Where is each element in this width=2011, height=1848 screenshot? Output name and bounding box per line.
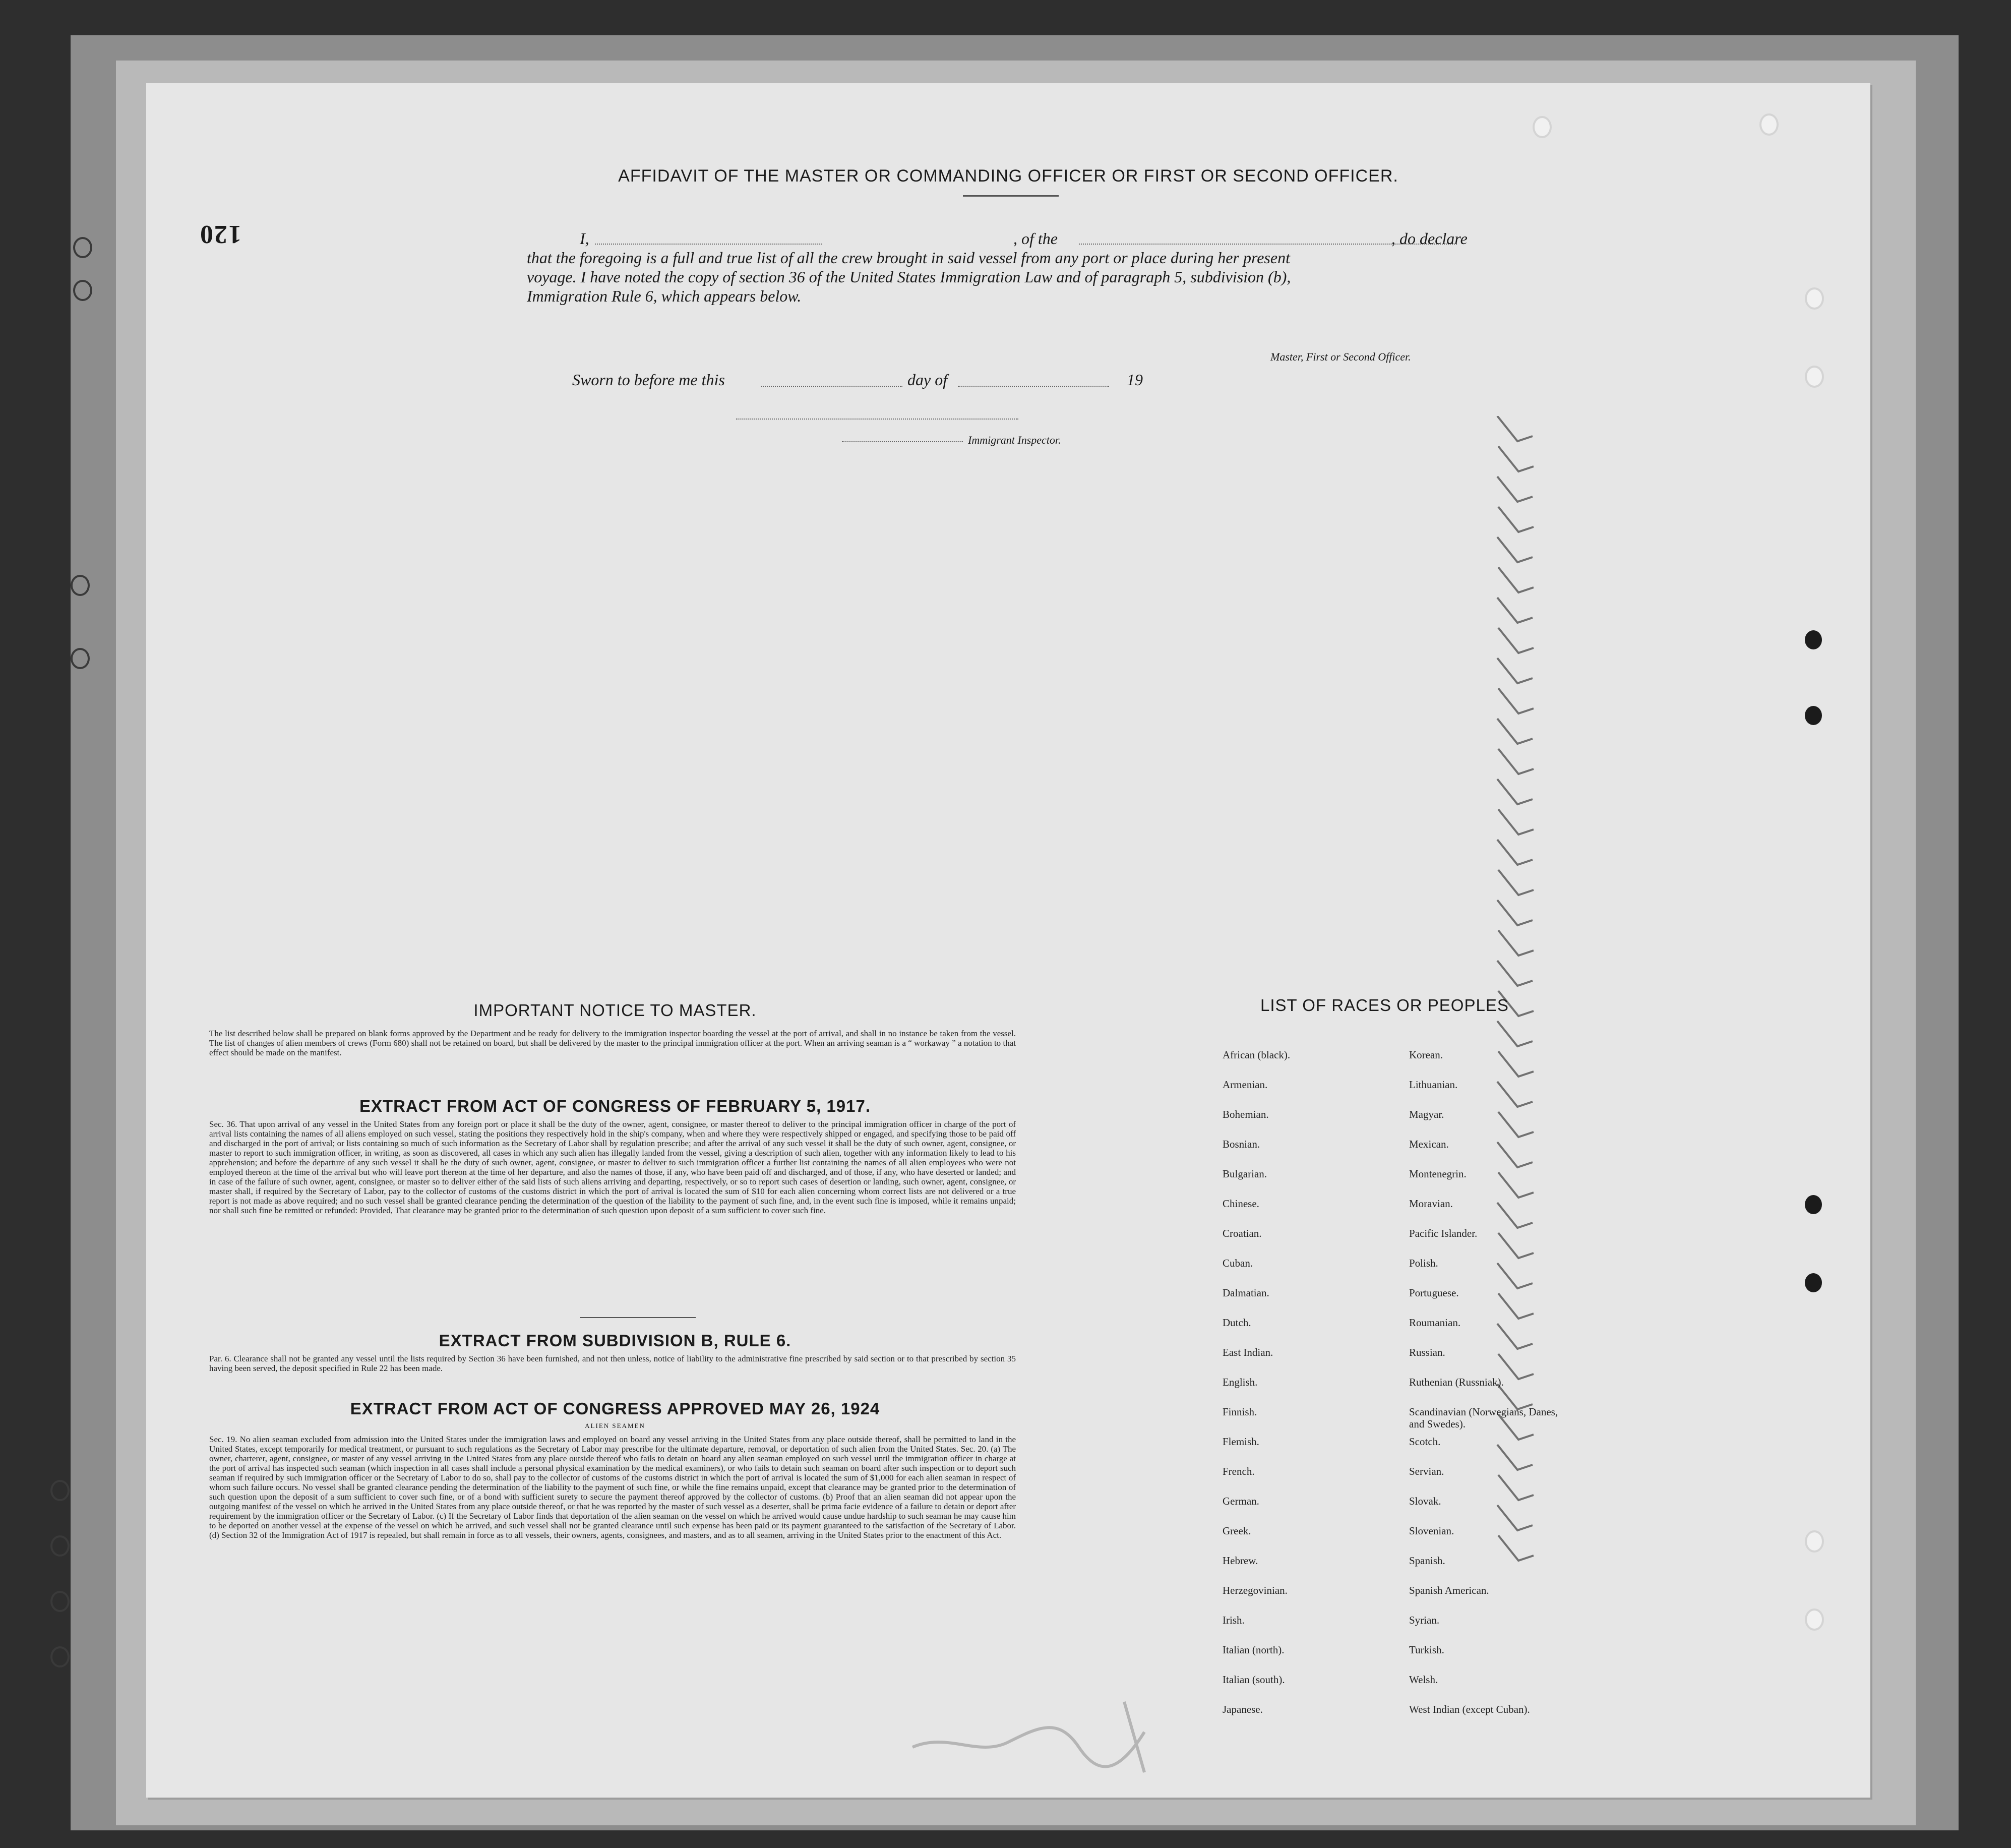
race-right-item: Mexican.: [1409, 1138, 1449, 1150]
race-right-item: Welsh.: [1409, 1674, 1438, 1686]
master-name-blank[interactable]: [595, 244, 822, 245]
extract-1917-title: EXTRACT FROM ACT OF CONGRESS OF FEBRUARY 5, 1917.: [359, 1097, 871, 1115]
race-right-item: West Indian (except Cuban).: [1409, 1703, 1530, 1715]
race-right-item: Portuguese.: [1409, 1287, 1459, 1299]
faint-signature: [907, 1672, 1170, 1782]
race-right-item: Moravian.: [1409, 1198, 1453, 1210]
race-right-item: Magyar.: [1409, 1108, 1444, 1120]
race-right-item: Spanish.: [1409, 1555, 1445, 1567]
race-left-item: Flemish.: [1223, 1436, 1259, 1448]
inspector-caption: Immigrant Inspector.: [968, 434, 1061, 446]
affidavit-of-the: , of the: [1013, 229, 1058, 248]
race-left-item: German.: [1223, 1495, 1259, 1507]
race-right-item: Roumanian.: [1409, 1317, 1461, 1329]
inspector-name-blank[interactable]: [842, 441, 963, 442]
affidavit-line-4: Immigration Rule 6, which appears below.: [527, 287, 802, 305]
punch-hole: [1805, 630, 1822, 649]
race-right-item: Russian.: [1409, 1346, 1445, 1358]
race-right-item: Montenegrin.: [1409, 1168, 1467, 1180]
notice-body: The list described below shall be prepared on blank forms approved by the Department and be ready for delivery to the immigration inspector boarding the vessel at the port of arrival, and shall in no instance be taken from the vessel. The list of changes of alien members of crews (Form 680) shall not be retained on board, but shall be delivered by the master to the principal immigration officer at the port. When an arriving seaman is a “ workaway ” a notation to that effect should be made on the manifest.: [209, 1029, 1016, 1057]
race-left-item: Croatian.: [1223, 1227, 1262, 1239]
race-right-item: Syrian.: [1409, 1614, 1440, 1626]
extract-1924-body: Sec. 19. No alien seaman excluded from admission into the United States under the immigration laws and employed on board any vessel arriving in the United States from any place outside thereof, shall be permitted to land in the United States, except temporarily for medical treatment, or pursuant to such regulations as the Secretary of Labor may prescribe for the ultimate departure, removal, or deportation of such alien from the United States. Sec. 20. (a) The owner, charterer, agent, consignee, or master of any vessel arriving in the United States from any place outside thereof who fails to detain on board any alien seaman employed on such vessel until the immigration officer in charge at the port of arrival has inspected such seaman (which inspection in all cases shall include a personal physical examination by the medical examiners), or who fails to detain such seaman on board after such inspection or to deport such seaman if required by such immigration officer or the Secretary of Labor to do so, shall pay to the collector of customs of the customs district in which the port of arrival is located the sum of $1,000 for each alien seaman in respect of whom such failure occurs. No vessel shall be granted clearance pending the determination of the liability to the payment of such fine, or while the fine remains unpaid, except that clearance may be granted prior to the determination of such question upon the deposit of a sum sufficient to cover such fine, or of a bond with sufficient surety to secure the payment thereof approved by the collector of customs. (b) Proof that an alien seaman did not appear upon the outgoing manifest of the vessel on which he arrived in the United States from any place outside thereof, or that he was reported by the master of such vessel as a deserter, shall be prima facie evidence of a failure to detain or deport after requirement by the immigration officer or the Secretary of Labor. (c) If the Secretary of Labor finds that deportation of the alien seaman on the vessel on which he arrived would cause undue hardship to such seaman he may cause him to be deported on another vessel at the expense of the vessel on which he arrived, and such vessel shall not be granted clearance until such expense has been paid or its payment guaranteed to the satisfaction of the Secretary of Labor. (d) Section 32 of the Immigration Act of 1917 is repealed, but shall remain in force as to all vessels, their owners, agents, consignees, and masters, and as to all seamen, arriving in the United States prior to the enactment of this Act.: [209, 1435, 1016, 1540]
race-right-item: Lithuanian.: [1409, 1079, 1458, 1091]
race-left-item: Japanese.: [1223, 1703, 1263, 1715]
page-number: 120: [199, 220, 241, 249]
punch-hole: [1805, 1608, 1824, 1631]
race-left-item: East Indian.: [1223, 1346, 1273, 1358]
notice-title: IMPORTANT NOTICE TO MASTER.: [473, 1001, 757, 1020]
extract-rule6-body: Par. 6. Clearance shall not be granted any vessel until the lists required by Section 36 have been furnished, and not then unless, notice of liability to the administrative fine prescribed by said section or to that prescribed by section 35 having been served, the deposit specified in Rule 22 has been made.: [209, 1354, 1016, 1373]
race-left-item: Chinese.: [1223, 1198, 1259, 1210]
form-page: [146, 83, 1870, 1798]
day-of-text: day of: [907, 371, 948, 389]
affidavit-title: AFFIDAVIT OF THE MASTER OR COMMANDING OFFICER OR FIRST OR SECOND OFFICER.: [618, 166, 1398, 186]
race-left-item: Dalmatian.: [1223, 1287, 1269, 1299]
punch-hole: [1805, 706, 1822, 725]
race-right-item: Spanish American.: [1409, 1584, 1489, 1596]
punch-hole: [1805, 1530, 1824, 1553]
race-left-item: Italian (south).: [1223, 1674, 1285, 1686]
binder-hole: [50, 1535, 70, 1557]
affidavit-line-2: that the foregoing is a full and true list of all the crew brought in said vessel from any port or place during her present: [527, 249, 1290, 267]
binder-hole: [50, 1591, 70, 1612]
race-left-item: Hebrew.: [1223, 1555, 1258, 1567]
sworn-day-blank[interactable]: [761, 386, 902, 387]
handwritten-check-marks: [1487, 416, 1558, 1727]
race-left-item: Greek.: [1223, 1525, 1251, 1537]
punch-hole: [1805, 1273, 1822, 1292]
race-left-item: Dutch.: [1223, 1317, 1251, 1329]
punch-hole: [1805, 1195, 1822, 1214]
divider: [963, 195, 1059, 197]
race-left-item: Bulgarian.: [1223, 1168, 1267, 1180]
race-right-item: Scandinavian (Norwegians, Danes, and Swedes).: [1409, 1406, 1558, 1430]
race-right-item: Scotch.: [1409, 1436, 1441, 1448]
race-left-item: Herzegovinian.: [1223, 1584, 1288, 1596]
race-right-item: Ruthenian (Russniak).: [1409, 1376, 1504, 1388]
race-left-item: French.: [1223, 1465, 1255, 1477]
divider: [580, 1317, 696, 1318]
extract-1917-body: Sec. 36. That upon arrival of any vessel in the United States from any foreign port or place it shall be the duty of the owner, agent, consignee, or master thereof to deliver to the principal immigration officer in charge of the port of arrival lists containing the names of all aliens employed on such vessel, stating the positions they respectively hold in the ship's company, when and where they were respectively shipped or engaged, and specifying those to be paid off and discharged in the port of arrival; or lists containing so much of such information as the Secretary of Labor shall by regulation prescribe; and after the arrival of any such vessel it shall be the duty of such owner, agent, consignee, or master to report to such immigration officer, in writing, as soon as discovered, all cases in which any such alien has illegally landed from the vessel, giving a description of such alien, together with any information likely to lead to his apprehension; and before the departure of any such vessel it shall be the duty of such owner, agent, consignee, or master to deliver to such immigration officer a further list containing the names of all alien employees who were not employed thereon at the time of the arrival but who will leave port thereon at the time of her departure, and also the names of those, if any, who have been paid off and discharged, and of those, if any, who have deserted or landed; and in case of the failure of such owner, agent, consignee, or master so to deliver either of the said lists of such aliens arriving and departing, respectively, or so to report such cases of desertion or landing, such owner, agent, consignee, or master shall, if required by the Secretary of Labor, pay to the collector of customs of the customs district in which the port of arrival is located the sum of $10 for each alien concerning whom correct lists are not delivered or a true report is not made as above required; and no such vessel shall be granted clearance pending the determination of the question of the liability to the payment of such fine, and, in the event such fine is imposed, while it remains unpaid; nor shall such fine be remitted or refunded: Provided, That clearance may be granted prior to the determination of such question upon deposit of a sum sufficient to cover such fine.: [209, 1119, 1016, 1215]
race-left-item: Italian (north).: [1223, 1644, 1285, 1656]
extract-1924-subhead: ALIEN SEAMEN: [585, 1422, 645, 1429]
binder-hole: [71, 575, 90, 596]
affidavit-line-3: voyage. I have noted the copy of section 36 of the United States Immigration Law and of paragraph 5, subdivision (b),: [527, 268, 1291, 286]
affidavit-declare: , do declare: [1391, 229, 1468, 248]
affidavit-i: I,: [580, 229, 589, 248]
extract-rule6-title: EXTRACT FROM SUBDIVISION B, RULE 6.: [439, 1331, 791, 1350]
race-right-item: Slovenian.: [1409, 1525, 1454, 1537]
sworn-text: Sworn to before me this: [572, 371, 725, 389]
sworn-month-blank[interactable]: [958, 386, 1109, 387]
races-title: LIST OF RACES OR PEOPLES: [1260, 996, 1509, 1015]
year-text: 19: [1127, 371, 1143, 389]
binder-hole: [50, 1646, 70, 1667]
extract-1924-title: EXTRACT FROM ACT OF CONGRESS APPROVED MAY 26, 1924: [350, 1399, 880, 1418]
race-right-item: Pacific Islander.: [1409, 1227, 1478, 1239]
master-signature-caption: Master, First or Second Officer.: [1270, 350, 1411, 363]
race-right-item: Polish.: [1409, 1257, 1438, 1269]
race-left-item: Finnish.: [1223, 1406, 1257, 1418]
race-left-item: English.: [1223, 1376, 1258, 1388]
punch-hole: [1759, 113, 1779, 136]
inspector-signature-blank[interactable]: [736, 419, 1018, 420]
race-right-item: Slovak.: [1409, 1495, 1441, 1507]
race-left-item: Bohemian.: [1223, 1108, 1269, 1120]
race-right-item: Turkish.: [1409, 1644, 1444, 1656]
binder-hole: [50, 1480, 70, 1501]
race-right-item: Korean.: [1409, 1049, 1443, 1061]
race-left-item: Irish.: [1223, 1614, 1245, 1626]
race-right-item: Servian.: [1409, 1465, 1444, 1477]
race-left-item: Armenian.: [1223, 1079, 1268, 1091]
race-left-item: African (black).: [1223, 1049, 1291, 1061]
binder-hole: [71, 648, 90, 669]
race-left-item: Cuban.: [1223, 1257, 1253, 1269]
punch-hole: [1805, 366, 1824, 388]
binder-hole: [73, 280, 92, 301]
punch-hole: [1533, 116, 1552, 138]
punch-hole: [1805, 287, 1824, 310]
binder-hole: [73, 237, 92, 258]
race-left-item: Bosnian.: [1223, 1138, 1260, 1150]
